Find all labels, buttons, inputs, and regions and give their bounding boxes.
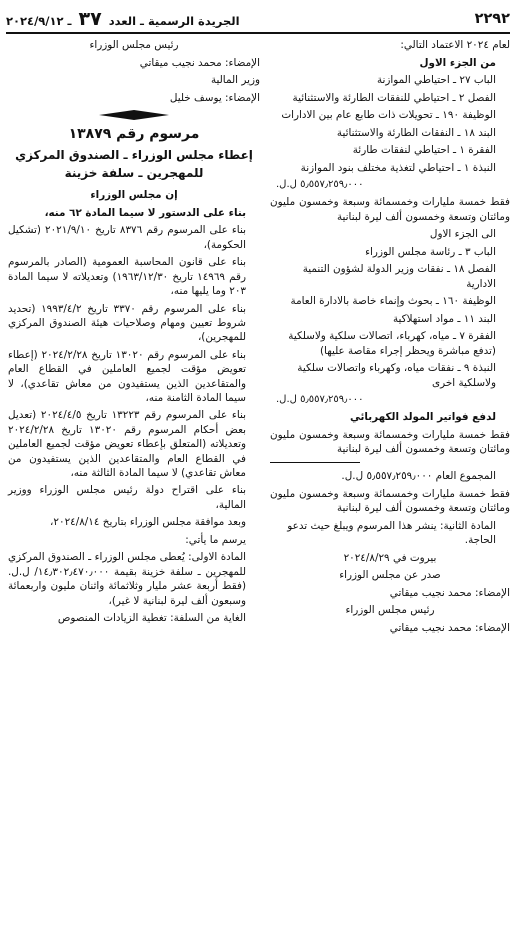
publication-name: الجريدة الرسمية ـ العدد (108, 13, 240, 28)
bold-heading: من الجزء الاول (419, 56, 496, 69)
issue-number: ٣٧ (78, 7, 102, 30)
paragraph: المادة الاولى: يُعطى مجلس الوزراء ـ الصندوق المركزي للمهجرين ـ سلفة خزينة بقيمة ١٤٫٣٠٢٫٤٧٠٫٠٠٠/ ل.ل. (فقط أربعة عشر مليار وثلاثمائة واثنان مليون واربعمائة وسبعون ألف ليرة لبنانية لا غير)، (8, 551, 246, 607)
paragraph: بناء على المرسوم رقم ١٣٢٢٣ تاريخ ٢٠٢٤/٤/٥ (تعديل بعض أحكام المرسوم رقم ١٣٠٢٠ تاريخ ٢٠٢٤/٢/٢٨ وتعديلاته (المتعلق بإعطاء تعويض مؤقت لجميع العاملين في القطاع العام والمتقاعدين الذين يستفيدون من معاش تقاعدي) لا سيما المادة الثالثة منه، (8, 409, 247, 479)
bold-heading: لدفع فواتير المولد الكهربائي (349, 411, 496, 424)
text-line: الفقرة ٧ ـ مياه، كهرباء، اتصالات سلكية ولاسلكية (تدفع مباشرة ويحظر إجراء مقاصة عليها) (288, 330, 496, 357)
decree-subject: إعطاء مجلس الوزراء ـ الصندوق المركزي للمهجرين ـ سلفة خزينة (15, 148, 253, 181)
text-line: يرسم ما يأتي: (185, 533, 246, 546)
amount-line: ٥٫٥٥٧٫٢٥٩٫٠٠٠ ل.ل. (276, 179, 364, 191)
text-line: البند ١١ ـ مواد استهلاكية (392, 312, 496, 325)
decree-title: مرسوم رقم ١٣٨٧٩ (68, 126, 200, 142)
page-number: ٢٢٩٢ (474, 11, 510, 27)
issue-date: ـ ٢٠٢٤/٩/١٢ (6, 13, 72, 28)
text-line: الباب ٢٧ ـ احتياطي الموازنة (376, 74, 496, 87)
right-column (270, 38, 510, 639)
text-line: الفصل ١٨ ـ نفقات وزير الدولة لشؤون التنمية الادارية (302, 263, 496, 290)
text-line: رئيس مجلس الوزراء (89, 39, 179, 51)
paragraph: بناء على اقتراح دولة رئيس مجلس الوزراء ووزير المالية، (8, 484, 246, 511)
text-line: الباب ٣ ـ رئاسة مجلس الوزراء (365, 245, 496, 258)
bold-heading: بناء على الدستور لا سيما المادة ٦٢ منه، (44, 206, 246, 219)
amount-line: ٥٫٥٥٧٫٢٥٩٫٠٠٠ ل.ل. (276, 394, 364, 406)
text-line: النبذة ١ ـ احتياطي لتغذية مختلف بنود الموازنة (300, 161, 496, 174)
bold-heading: إن مجلس الوزراء (90, 189, 178, 202)
paragraph: وبعد موافقة مجلس الوزراء بتاريخ ٢٠٢٤/٨/١٤، (50, 516, 246, 529)
paragraph: فقط خمسة مليارات وخمسمائة وسبعة وخمسون مليون ومائتان وتسعة وخمسون ألف ليرة لبنانية (270, 487, 510, 515)
text-line: الإمضاء: يوسف خليل (169, 91, 260, 104)
text-line: الفصل ٢ ـ احتياطي للنفقات الطارئة والاستثنائية (292, 91, 496, 104)
text-line: رئيس مجلس الوزراء (345, 604, 435, 617)
text-line: الوظيفة ١٩٠ ـ تحويلات ذات طابع عام بين الادارات (281, 109, 496, 122)
paragraph: بناء على المرسوم رقم ٨٣٧٦ تاريخ ٢٠٢١/٩/١٠ (تشكيل الحكومة)، (8, 224, 246, 251)
text-line: الغاية من السلفة: تغطية الزيادات المنصوص (57, 612, 246, 625)
paragraph: بناء على قانون المحاسبة العمومية (الصادر بالمرسوم رقم ١٤٩٦٩ تاريخ ١٩٦٣/١٢/٣٠) وتعديلاته لا سيما المادة ٢٠٣ وما يليها منه، (8, 256, 247, 298)
text-line: لعام ٢٠٢٤ الاعتماد التالي: (400, 39, 510, 51)
text-line: وزير المالية (210, 74, 260, 87)
paragraph: فقط خمسة مليارات وخمسمائة وسبعة وخمسون مليون ومائتان وتسعة وخمسون ألف ليرة لبنانية (270, 428, 510, 456)
text-line: صدر عن مجلس الوزراء (339, 569, 441, 582)
text-line: الإمضاء: محمد نجيب ميقاتي (389, 586, 510, 599)
left-column (8, 38, 260, 629)
text-line: المادة الثانية: ينشر هذا المرسوم ويبلغ حيث تدعو الحاجة. (287, 519, 496, 547)
text-line: الإمضاء: محمد نجيب ميقاتي (389, 621, 510, 634)
publication-title (6, 6, 240, 32)
paragraph: فقط خمسة مليارات وخمسمائة وسبعة وخمسون مليون ومائتان وتسعة وخمسون ألف ليرة لبنانية (270, 196, 510, 223)
page-header (6, 6, 510, 34)
text-line: البند ١٨ ـ النفقات الطارئة والاستثنائية (336, 126, 496, 139)
text-line: الفقرة ١ ـ احتياطي لنفقات طارئة (352, 144, 496, 157)
text-line: الوظيفة ١٦٠ ـ بحوث وإنماء خاصة بالادارة العامة (290, 295, 496, 308)
paragraph: بناء على المرسوم رقم ١٣٠٢٠ تاريخ ٢٠٢٤/٢/٢٨ (إعطاء تعويض مؤقت لجميع العاملين في القطاع العام والمتقاعدين الذين يستفيدون من معاش تقاعدي)، لا سيما المادة الثامنة منه، (8, 348, 246, 404)
divider (270, 462, 360, 463)
section-ornament-icon (99, 109, 169, 121)
text-line: المجموع العام ٥٫٥٥٧٫٢٥٩٫٠٠٠ ل.ل. (341, 470, 496, 483)
paragraph: بناء على المرسوم رقم ٣٣٧٠ تاريخ ١٩٩٣/٤/٢ (تحديد شروط تعيين ومهام وصلاحيات هيئة الصندوق المركزي للمهجرين)، (8, 302, 246, 344)
text-line: النبذة ٩ ـ نفقات مياه، وكهرباء واتصالات سلكية ولاسلكية اخرى (297, 362, 496, 389)
text-line: الى الجزء الاول (429, 228, 496, 241)
text-line: الإمضاء: محمد نجيب ميقاتي (139, 56, 260, 69)
text-line: بيروت في ٢٠٢٤/٨/٢٩ (343, 551, 437, 564)
